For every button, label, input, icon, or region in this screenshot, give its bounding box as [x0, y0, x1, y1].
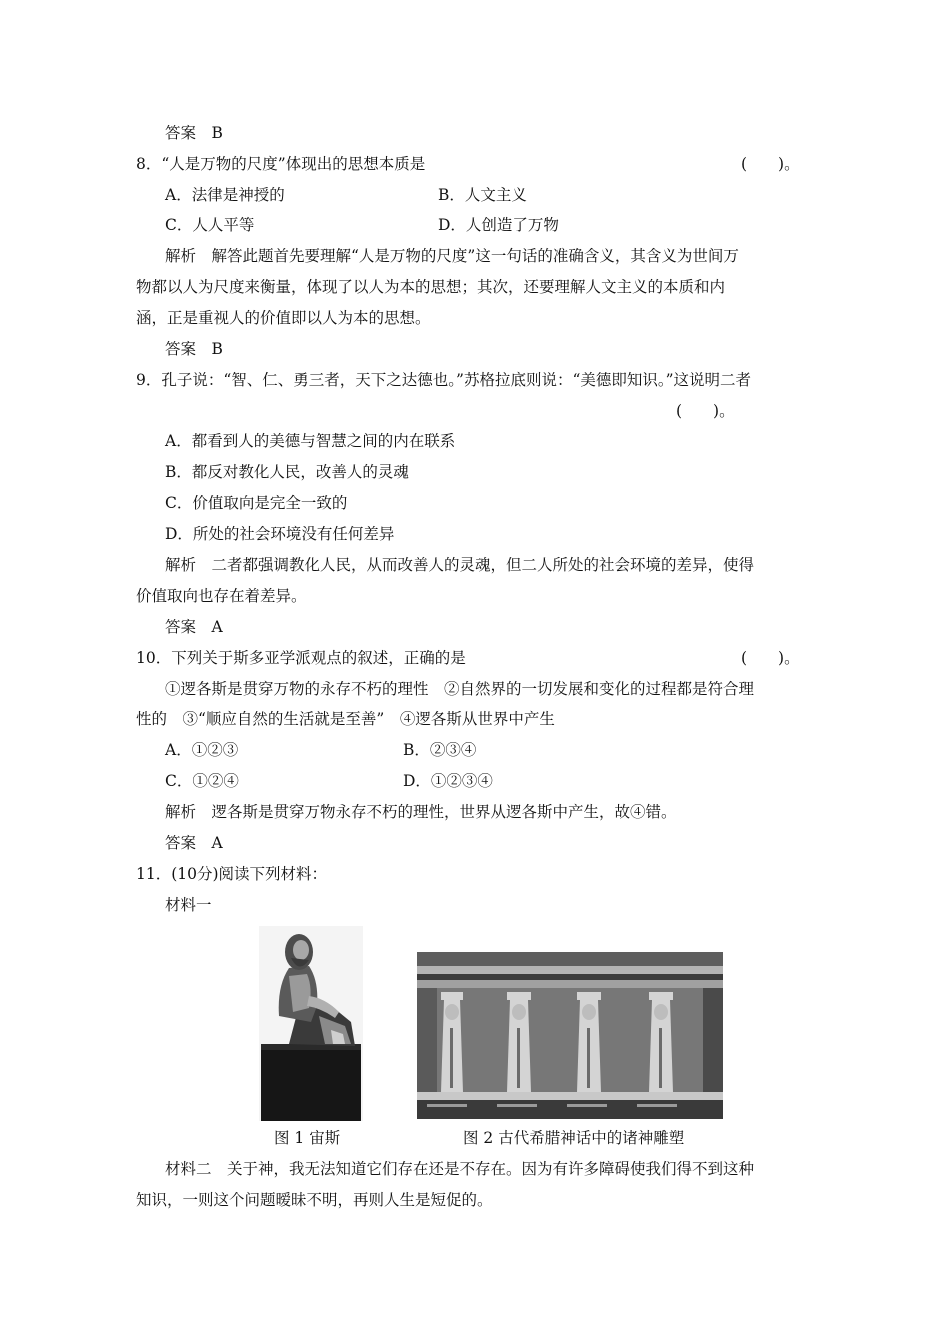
q9-option-b: B．都反对教化人民，改善人的灵魂 [165, 463, 409, 481]
q8-paren: ( )。 [741, 155, 800, 173]
q11-stem: 11．(10分)阅读下列材料： [136, 865, 328, 883]
q8-analysis-line2: 物都以人为尺度来衡量，体现了以人为本的思想；其次，还要理解人文主义的本质和内 [136, 278, 726, 296]
q7-answer: 答案 B [165, 124, 223, 142]
q8-analysis-line1: 解析 解答此题首先要理解“人是万物的尺度”这一句话的准确含义，其含义为世间万 [165, 247, 739, 265]
q9-option-a: A．都看到人的美德与智慧之间的内在联系 [165, 432, 456, 450]
q10-items-line1: ①逻各斯是贯穿万物的永存不朽的理性 ②自然界的一切发展和变化的过程都是符合理 [165, 680, 755, 698]
zeus-statue-figure [259, 926, 363, 1121]
q9-option-d: D．所处的社会环境没有任何差异 [165, 525, 395, 543]
q10-paren: ( )。 [741, 649, 800, 667]
q8-answer: 答案 B [165, 340, 223, 358]
q8-option-a: A．法律是神授的 [165, 186, 285, 204]
q10-stem: 10．下列关于斯多亚学派观点的叙述，正确的是 [136, 649, 466, 667]
q10-items-line2: 性的 ③“顺应自然的生活就是至善” ④逻各斯从世界中产生 [136, 710, 555, 728]
q10-option-a: A．①②③ [165, 741, 239, 759]
q8-option-d: D．人创造了万物 [438, 216, 559, 234]
caryatids-image [417, 952, 723, 1119]
q9-paren: ( )。 [676, 402, 735, 420]
q11-material2-line2: 知识，一则这个问题暧昧不明，再则人生是短促的。 [136, 1191, 493, 1209]
q10-option-c: C．①②④ [165, 772, 239, 790]
zeus-statue-image [259, 926, 363, 1121]
q10-answer: 答案 A [165, 834, 223, 852]
q8-option-c: C．人人平等 [165, 216, 255, 234]
figure2-caption: 图 2 古代希腊神话中的诸神雕塑 [463, 1129, 685, 1147]
q9-analysis-line1: 解析 二者都强调教化人民，从而改善人的灵魂，但二人所处的社会环境的差异，使得 [165, 556, 755, 574]
q9-stem: 9．孔子说：“智、仁、勇三者，天下之达德也。”苏格拉底则说：“美德即知识。”这说明二者 [136, 371, 752, 389]
q11-material1-label: 材料一 [165, 896, 212, 914]
q8-stem: 8．“人是万物的尺度”体现出的思想本质是 [136, 155, 426, 173]
q8-option-b: B．人文主义 [438, 186, 527, 204]
q11-material2-line1: 材料二 关于神，我无法知道它们存在还是不存在。因为有许多障碍使我们得不到这种 [165, 1160, 755, 1178]
q10-option-d: D．①②③④ [403, 772, 493, 790]
q10-analysis: 解析 逻各斯是贯穿万物永存不朽的理性，世界从逻各斯中产生，故④错。 [165, 803, 677, 821]
caryatids-figure [417, 952, 723, 1119]
q9-answer: 答案 A [165, 618, 223, 636]
q8-analysis-line3: 涵，正是重视人的价值即以人为本的思想。 [136, 309, 431, 327]
figure1-caption: 图 1 宙斯 [274, 1129, 341, 1147]
q10-option-b: B．②③④ [403, 741, 477, 759]
q9-option-c: C．价值取向是完全一致的 [165, 494, 348, 512]
q9-analysis-line2: 价值取向也存在着差异。 [136, 587, 307, 605]
